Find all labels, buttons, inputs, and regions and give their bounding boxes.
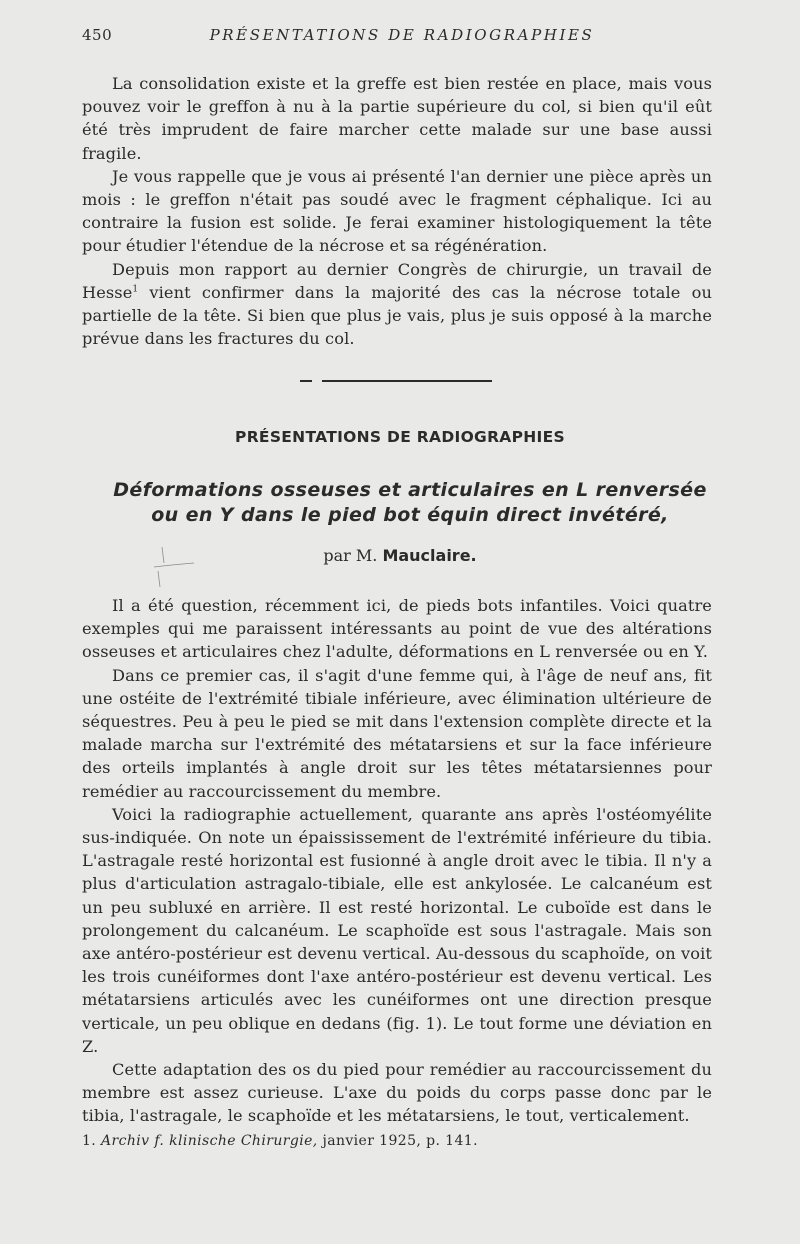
paragraph-hesse (82, 258, 712, 351)
byline-prefix: par M. (323, 546, 378, 565)
byline (0, 546, 800, 565)
paragraph-hesse-after: vient confirmer dans la majorité des cas la nécrose totale ou partielle de la tête. Si bien que plus je vais, plus je suis opposé à la marche prévue dans les fractures du col. (82, 282, 712, 349)
footnote-journal: Archiv f. klinische Chirurgie, (101, 1133, 318, 1149)
page-header (82, 26, 722, 50)
section-divider-short (300, 380, 312, 382)
paragraph: Il a été question, récemment ici, de pieds bots infantiles. Voici quatre exemples qui me paraissent intéressants au point de vue des altérations osseuses et articulaires chez l'adulte, déformations en L renversée ou en Y. (82, 596, 712, 662)
section-heading: PRÉSENTATIONS DE RADIOGRAPHIES (235, 428, 565, 446)
paragraph: La consolidation existe et la greffe est bien restée en place, mais vous pouvez voir le greffon à nu à la partie supérieure du col, si bien qu'il eût été très imprudent de faire marcher cette malade sur une base aussi fragile. (82, 74, 712, 163)
intro-text (82, 72, 712, 350)
author-name: Mauclaire. (382, 546, 477, 565)
paragraph: Voici la radiographie actuellement, quarante ans après l'ostéomyélite sus-indiquée. On note un épaississement de l'extrémité inférieure du tibia. L'astragale resté horizontal est fusionné à angle droit avec le tibia. Il n'y a plus d'articulation astragalo-tibiale, elle est ankylosée. Le calcanéum est un peu subluxé en arrière. Il est resté horizontal. Le cuboïde est dans le prolongement du calcanéum. Le scaphoïde est sous l'astragale. Mais son axe antéro-postérieur est devenu vertical. Au-dessous du scaphoïde, on voit les trois cunéiformes dont l'axe antéro-postérieur est devenu vertical. Les métatarsiens articulés avec les cunéiformes ont une direction presque verticale, un peu oblique en dedans (fig. 1). Le tout forme une déviation en Z. (82, 804, 712, 1056)
footnote (82, 1133, 712, 1149)
paragraph: Dans ce premier cas, il s'agit d'une femme qui, à l'âge de neuf ans, fit une ostéite de l'extrémité tibiale inférieure, avec élimination ultérieure de séquestres. Peu à peu le pied se mit dans l'extension complète directe et la malade marcha sur l'extrémité des métatarsiens et sur la face inférieure des orteils implantés à angle droit sur les têtes métatarsiennes pour remédier au raccourcissement du membre. (82, 665, 712, 801)
footnote-number: 1. (82, 1133, 97, 1149)
running-head: PRÉSENTATIONS DE RADIOGRAPHIES (209, 26, 595, 44)
footnote-details: janvier 1925, p. 141. (322, 1133, 478, 1149)
article-title-line1: Déformations osseuses et articulaires en L renversée (113, 479, 707, 501)
paragraph-hesse-before: Depuis mon rapport au dernier Congrès de chirurgie, un travail de Hesse (82, 259, 712, 302)
page-number: 450 (82, 26, 113, 44)
section-divider (322, 380, 492, 382)
article-body (82, 594, 712, 1128)
paragraph: Je vous rappelle que je vous ai présenté l'an dernier une pièce après un mois : le greffon n'était pas soudé avec le fragment céphalique. Ici au contraire la fusion est solide. Je ferai examiner histologiquement la tête pour étudier l'étendue de la nécrose et sa régénération. (82, 166, 712, 256)
article-title (60, 478, 760, 528)
footnote-reference: 1 (132, 284, 139, 295)
article-title-line2: ou en Y dans le pied bot équin direct invétéré, (151, 504, 669, 526)
paragraph: Cette adaptation des os du pied pour remédier au raccourcissement du membre est assez curieuse. L'axe du poids du corps passe donc par le tibia, l'astragale, le scaphoïde et les métatarsiens, le tout, verticalement. (82, 1060, 712, 1126)
